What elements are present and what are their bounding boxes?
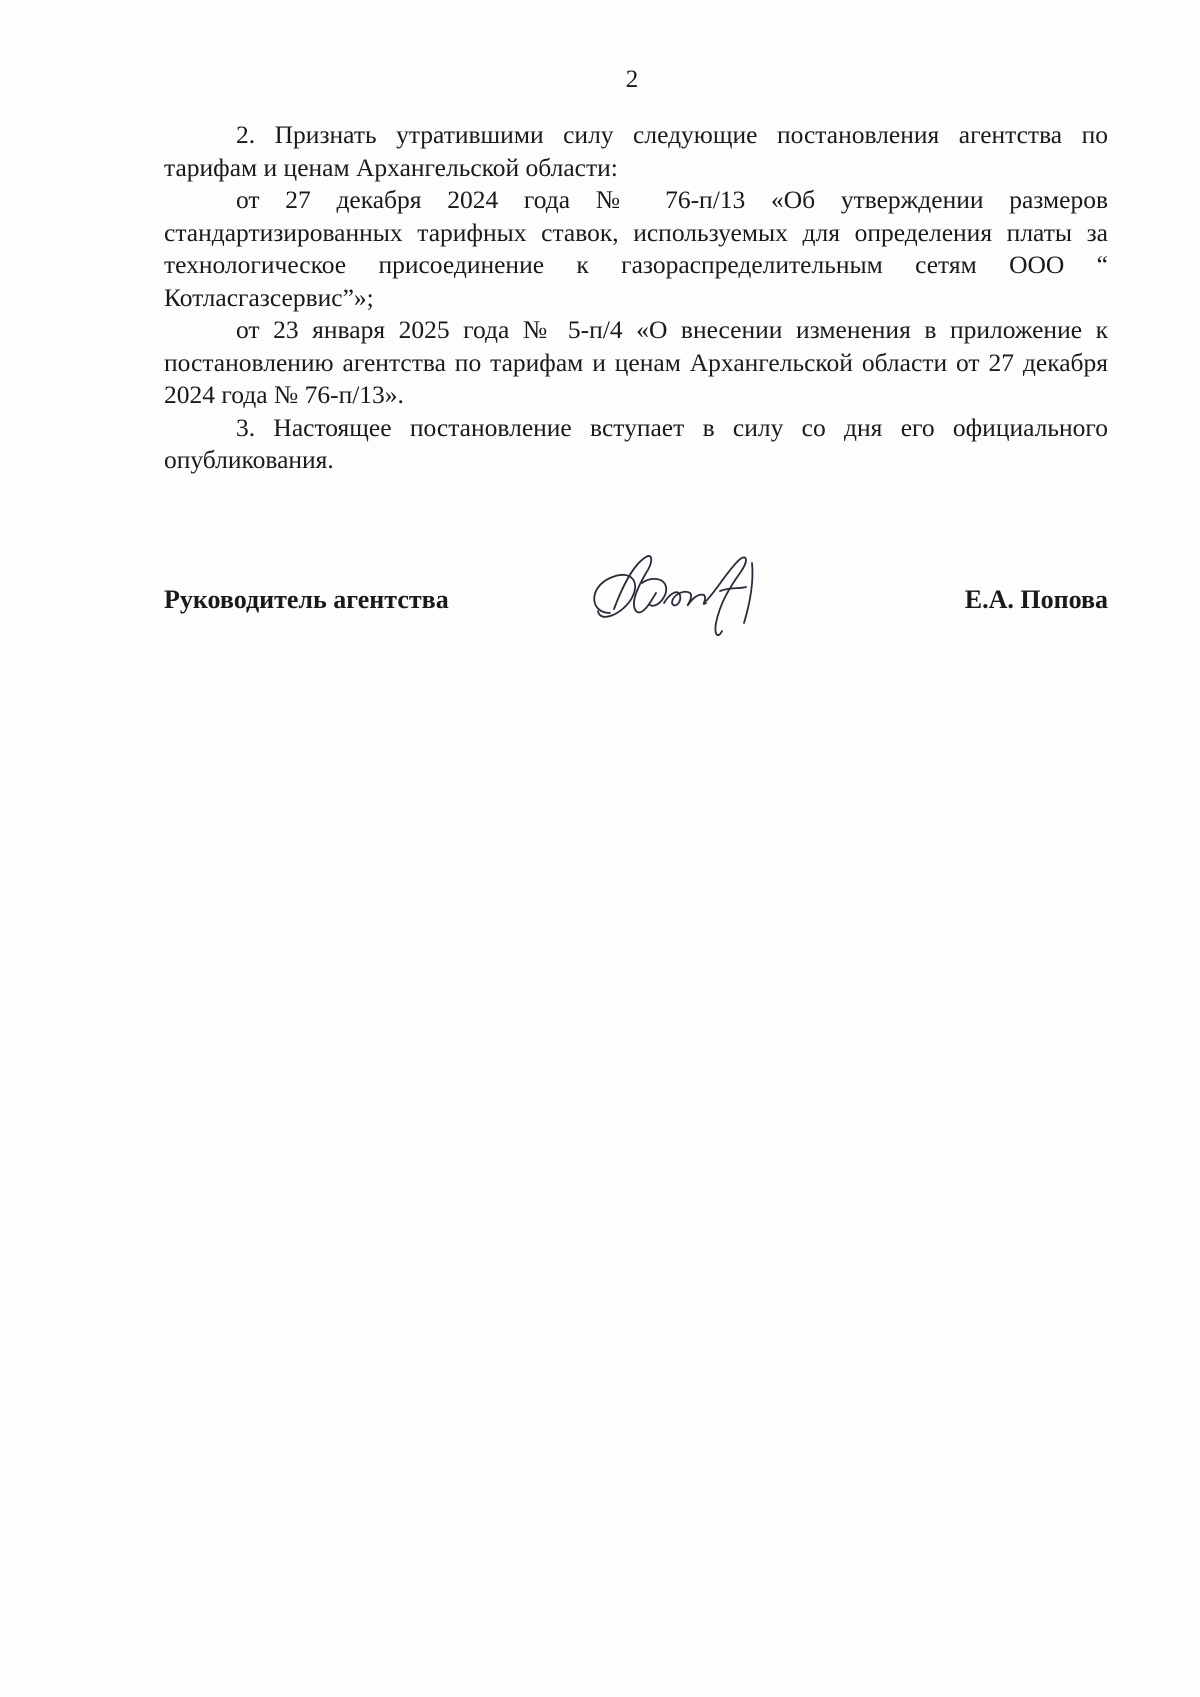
paragraph-resolution-5: от 23 января 2025 года № 5-п/4 «О внесении изменения в приложение к постановлению агентства по тарифам и ценам Архангельской области от 27 декабря 2024 года № 76-п/13». xyxy=(164,315,1108,409)
page-number: 2 xyxy=(625,66,639,93)
paragraph-effective-date: 3. Настоящее постановление вступает в силу со дня его официального опубликования. xyxy=(164,412,1108,474)
handwritten-signature xyxy=(580,543,780,653)
document-body xyxy=(164,119,1108,477)
paragraph-repeal: 2. Признать утратившими силу следующие постановления агентства по тарифам и ценам Архангельской области: xyxy=(164,120,1108,182)
signature-block xyxy=(164,575,1108,655)
signer-position: Руководитель агентства xyxy=(164,585,449,614)
signer-name: Е.А. Попова xyxy=(964,585,1108,614)
paragraph-resolution-76: от 27 декабря 2024 года № 76-п/13 «Об утверждении размеров стандартизированных тарифных ставок, используемых для определения платы за технологическое присоединение к газораспределительным сетям ООО “ Котласгазсервис”»; xyxy=(164,185,1108,312)
